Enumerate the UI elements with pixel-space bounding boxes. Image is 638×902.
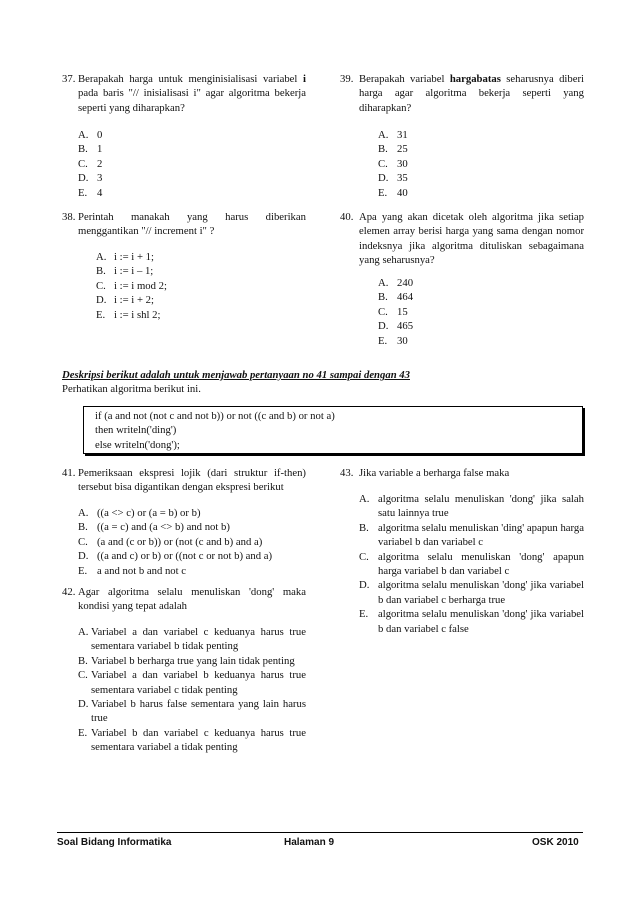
- code-line: if (a and not (not c and not b)) or not ((c and b) or not a): [95, 410, 335, 422]
- option-letter: C.: [78, 157, 88, 170]
- option-letter: C.: [378, 305, 388, 318]
- description-subtitle: Perhatikan algoritma berikut ini.: [62, 383, 201, 395]
- option-a[interactable]: [78, 625, 306, 654]
- option-text: 240: [397, 277, 414, 289]
- option-e[interactable]: [378, 186, 558, 200]
- option-text: i := i + 1;: [114, 251, 154, 263]
- option-letter: C.: [96, 279, 106, 292]
- footer-left: Soal Bidang Informatika: [57, 837, 172, 848]
- question-text-bold: i: [303, 73, 306, 85]
- question-text: Apa yang akan dicetak oleh algoritma jika setiap elemen array berisi harga yang sama dengan nomor indeksnya jika algoritma dituliskan sebagaimana yang seharusnya?: [359, 211, 584, 267]
- option-text: 0: [97, 129, 103, 141]
- question-number: 42.: [62, 586, 76, 598]
- option-letter: C.: [78, 535, 88, 548]
- option-list: [78, 128, 278, 200]
- option-list: [78, 506, 306, 578]
- option-d[interactable]: [359, 578, 584, 607]
- option-letter: A.: [78, 626, 89, 638]
- option-text: algoritma selalu menuliskan 'dong' jika salah satu lainnya true: [378, 493, 584, 520]
- option-a[interactable]: [78, 128, 278, 142]
- question-text: Perintah manakah yang harus diberikan menggantikan "// increment i" ?: [78, 211, 306, 238]
- option-letter: D.: [378, 172, 389, 185]
- option-b[interactable]: [96, 264, 296, 278]
- option-e[interactable]: [78, 186, 278, 200]
- option-text: 15: [397, 305, 408, 318]
- option-b[interactable]: [78, 520, 306, 534]
- code-line: else writeln('dong');: [95, 438, 180, 451]
- option-letter: C.: [378, 157, 388, 170]
- option-text: i := i + 2;: [114, 294, 154, 307]
- option-b[interactable]: [359, 521, 584, 550]
- option-letter: D.: [78, 698, 89, 711]
- option-letter: B.: [78, 521, 88, 534]
- option-text: algoritma selalu menuliskan 'ding' apapun harga variabel b dan variabel c: [378, 521, 584, 549]
- option-d[interactable]: [78, 171, 278, 185]
- option-letter: A.: [78, 507, 89, 519]
- option-letter: A.: [359, 493, 370, 505]
- question-text-part: Berapakah variabel: [359, 73, 450, 85]
- option-a[interactable]: [378, 128, 558, 142]
- option-list: [96, 250, 296, 322]
- option-text: Variabel b harus false sementara yang lain harus true: [91, 698, 306, 725]
- option-list: [359, 492, 584, 636]
- option-text: 35: [397, 172, 408, 185]
- option-text: 40: [397, 186, 408, 199]
- option-letter: D.: [78, 172, 89, 185]
- option-c[interactable]: [96, 279, 296, 293]
- description-title: Deskripsi berikut adalah untuk menjawab pertanyaan no 41 sampai dengan 43: [62, 369, 410, 381]
- option-text: i := i shl 2;: [114, 308, 161, 321]
- option-letter: C.: [78, 669, 88, 682]
- question-text: [359, 72, 584, 115]
- option-text: 3: [97, 172, 103, 185]
- option-d[interactable]: [78, 697, 306, 726]
- option-d[interactable]: [378, 171, 558, 185]
- option-c[interactable]: [78, 668, 306, 697]
- question-text-bold: hargabatas: [449, 73, 501, 85]
- option-letter: E.: [78, 186, 88, 199]
- question-number: 43.: [340, 467, 354, 479]
- option-letter: E.: [359, 608, 369, 621]
- option-text: algoritma selalu menuliskan 'dong' apapun harga variabel b dan variabel c: [378, 550, 584, 578]
- option-text: 25: [397, 143, 408, 156]
- option-text: 465: [397, 320, 414, 333]
- option-text: 1: [97, 143, 103, 156]
- option-b[interactable]: [378, 290, 558, 304]
- footer-right: OSK 2010: [532, 837, 579, 848]
- option-text: Variabel a dan variabel b keduanya harus true sementara variabel c tidak penting: [91, 669, 306, 696]
- question-text-part: pada baris "// inisialisasi i" agar algoritma bekerja seperti yang diharapkan?: [78, 87, 306, 114]
- option-list: [378, 276, 558, 348]
- option-text: 30: [397, 334, 408, 347]
- option-letter: E.: [96, 308, 106, 321]
- option-e[interactable]: [378, 334, 558, 348]
- option-letter: D.: [96, 294, 107, 307]
- option-e[interactable]: [78, 726, 306, 755]
- option-letter: B.: [359, 521, 369, 534]
- option-e[interactable]: [96, 308, 296, 322]
- option-letter: E.: [378, 186, 388, 199]
- question-text: Jika variable a berharga false maka: [359, 467, 510, 479]
- option-c[interactable]: [378, 157, 558, 171]
- option-c[interactable]: [359, 550, 584, 579]
- question-number: 40.: [340, 211, 354, 223]
- question-text: Agar algoritma selalu menuliskan 'dong' maka kondisi yang tepat adalah: [78, 586, 306, 613]
- question-number: 37.: [62, 73, 76, 85]
- option-text: 2: [97, 157, 103, 170]
- option-letter: D.: [78, 550, 89, 563]
- option-d[interactable]: [78, 549, 306, 563]
- option-text: algoritma selalu menuliskan 'dong' jika variabel b dan variabel c berharga true: [378, 579, 584, 606]
- option-text: ((a and c) or b) or ((not c or not b) and a): [97, 550, 273, 563]
- option-letter: E.: [378, 334, 388, 347]
- option-letter: B.: [378, 291, 388, 304]
- option-letter: D.: [378, 320, 389, 333]
- option-b[interactable]: [378, 142, 558, 156]
- option-a[interactable]: [78, 506, 306, 520]
- option-letter: E.: [78, 726, 88, 739]
- question-number: 38.: [62, 211, 76, 223]
- option-letter: B.: [378, 143, 388, 156]
- option-list: [78, 625, 306, 755]
- option-letter: A.: [96, 251, 107, 263]
- option-letter: A.: [378, 277, 389, 289]
- option-text: Variabel b berharga true yang lain tidak penting: [91, 654, 295, 667]
- option-text: 30: [397, 157, 408, 170]
- option-text: 4: [97, 186, 103, 199]
- option-b[interactable]: [78, 142, 278, 156]
- option-c[interactable]: [378, 305, 558, 319]
- option-c[interactable]: [78, 535, 306, 549]
- question-text: Pemeriksaan ekspresi lojik (dari struktur if-then) tersebut bisa digantikan dengan ekspresi berikut: [78, 467, 306, 494]
- option-d[interactable]: [96, 293, 296, 307]
- option-d[interactable]: [378, 319, 558, 333]
- option-b[interactable]: [78, 654, 306, 668]
- code-box: [83, 406, 583, 454]
- option-text: Variabel b dan variabel c keduanya harus true sementara variabel a tidak penting: [91, 726, 306, 754]
- question-number: 41.: [62, 467, 76, 479]
- option-text: (a and (c or b)) or (not (c and b) and a): [97, 535, 263, 548]
- option-text: i := i mod 2;: [114, 279, 167, 292]
- option-letter: B.: [78, 654, 88, 667]
- code-line: then writeln('ding'): [95, 424, 177, 437]
- option-e[interactable]: [78, 564, 306, 578]
- option-letter: E.: [78, 564, 88, 577]
- option-list: [378, 128, 558, 200]
- option-text: algoritma selalu menuliskan 'dong' jika variabel b dan variabel c false: [378, 608, 584, 635]
- option-a[interactable]: [359, 492, 584, 521]
- option-letter: A.: [78, 129, 89, 141]
- option-text: 464: [397, 291, 414, 304]
- option-text: ((a <> c) or (a = b) or b): [97, 507, 201, 519]
- footer-divider: [57, 832, 583, 833]
- option-text: i := i – 1;: [114, 265, 154, 278]
- option-letter: C.: [359, 550, 369, 563]
- option-a[interactable]: [378, 276, 558, 290]
- option-text: 31: [397, 129, 408, 141]
- question-text-part: Berapakah harga untuk menginisialisasi variabel: [78, 73, 304, 85]
- option-a[interactable]: [96, 250, 296, 264]
- question-text: [78, 72, 306, 115]
- option-c[interactable]: [78, 157, 278, 171]
- question-text-part: seharusnya diberi harga agar algoritma bekerja seperti yang diharapkan?: [359, 73, 584, 114]
- option-letter: A.: [378, 129, 389, 141]
- question-number: 39.: [340, 73, 354, 85]
- footer-page-number: Halaman 9: [284, 837, 335, 848]
- option-text: a and not b and not c: [97, 564, 187, 577]
- option-letter: B.: [96, 265, 106, 278]
- option-text: ((a = c) and (a <> b) and not b): [97, 521, 230, 534]
- option-text: Variabel a dan variabel c keduanya harus true sementara variabel b tidak penting: [91, 626, 306, 653]
- option-letter: D.: [359, 579, 370, 592]
- option-letter: B.: [78, 143, 88, 156]
- option-e[interactable]: [359, 607, 584, 636]
